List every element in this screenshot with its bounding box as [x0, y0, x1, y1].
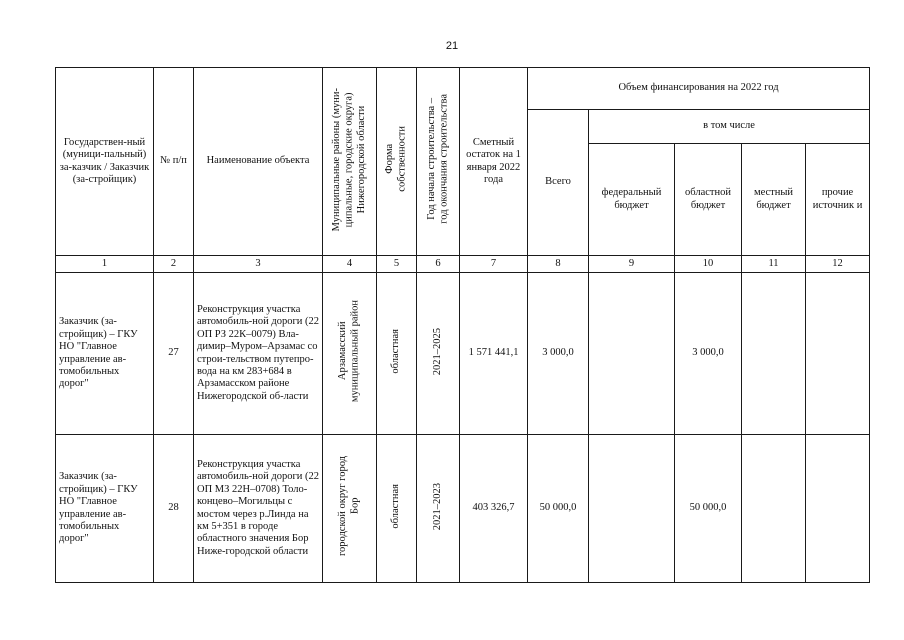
row-district-line-2: муниципальный район [349, 300, 361, 403]
column-number: 7 [460, 256, 528, 273]
row-district-line-2: Бор [349, 498, 361, 515]
header-municipal [323, 68, 377, 256]
column-number: 1 [56, 256, 154, 273]
row-total: 3 000,0 [528, 273, 589, 435]
header-row-1 [56, 68, 870, 110]
row-other [806, 273, 870, 435]
column-number: 4 [323, 256, 377, 273]
header-object-name: Наименование объекта [194, 68, 323, 256]
header-years-line-1: Год начала строительства – [425, 98, 437, 221]
header-ownership [377, 68, 417, 256]
row-years-text: 2021–2023 [431, 482, 443, 530]
row-number: 28 [154, 435, 194, 583]
header-customer: Государствен-ный (муници-пальный) за-казчик / Заказчик (за-стройщик) [56, 68, 154, 256]
row-local [742, 273, 806, 435]
header-other: прочие источник и [806, 144, 870, 256]
row-total: 50 000,0 [528, 435, 589, 583]
row-federal [589, 435, 675, 583]
row-object-name: Реконструкция участка автомобиль-ной дороги (22 ОП РЗ 22К–0079) Вла-димир–Муром–Арзамас со строи-тельством путепро-вода на км 283+684 в Арзамасском районе Нижегородской об-ласти [194, 273, 323, 435]
header-ownership-line-2: собственности [396, 126, 408, 193]
row-federal [589, 273, 675, 435]
financing-table [55, 67, 870, 583]
column-number: 11 [742, 256, 806, 273]
header-funding: Объем финансирования на 2022 год [528, 68, 870, 110]
header-municipal-line-1: Муниципальные районы (муни- [330, 87, 342, 231]
row-regional: 3 000,0 [675, 273, 742, 435]
header-local: местный бюджет [742, 144, 806, 256]
row-other [806, 435, 870, 583]
page-number: 21 [445, 40, 459, 52]
header-total: Всего [528, 110, 589, 256]
row-ownership [377, 435, 417, 583]
column-number: 3 [194, 256, 323, 273]
header-regional: областной бюджет [675, 144, 742, 256]
row-customer: Заказчик (за-стройщик) – ГКУ НО "Главное управление ав-томобильных дорог" [56, 273, 154, 435]
row-local [742, 435, 806, 583]
row-object-name: Реконструкция участка автомобиль-ной дороги (22 ОП МЗ 22Н–0708) Толо-концево–Могильцы с мостом через р.Линда на км 5+351 в городе областного значения Бор Ниже-городской области [194, 435, 323, 583]
header-including: в том числе [589, 110, 870, 144]
row-district-line-1: городской округ город [337, 456, 349, 557]
header-row-no: № п/п [154, 68, 194, 256]
header-municipal-line-2: ципальные, городские округа) [343, 91, 355, 227]
row-customer: Заказчик (за-стройщик) – ГКУ НО "Главное управление ав-томобильных дорог" [56, 435, 154, 583]
column-number: 6 [417, 256, 460, 273]
row-estimate: 1 571 441,1 [460, 273, 528, 435]
header-years-line-2: год окончания строительства [438, 94, 449, 225]
column-number: 10 [675, 256, 742, 273]
row-number: 27 [154, 273, 194, 435]
row-district-line-1: Арзамасский [337, 321, 349, 381]
column-number: 2 [154, 256, 194, 273]
header-federal: федеральный бюджет [589, 144, 675, 256]
header-municipal-line-3: Нижегородской области [355, 105, 367, 214]
row-district [323, 273, 377, 435]
row-ownership [377, 273, 417, 435]
column-number: 8 [528, 256, 589, 273]
header-estimate: Сметный остаток на 1 января 2022 года [460, 68, 528, 256]
row-years [417, 435, 460, 583]
table-row [56, 435, 870, 583]
row-years [417, 273, 460, 435]
column-number: 5 [377, 256, 417, 273]
table-row [56, 273, 870, 435]
column-number: 12 [806, 256, 870, 273]
row-ownership-text: областная [390, 484, 402, 529]
column-number-row [56, 256, 870, 273]
row-years-text: 2021–2025 [431, 327, 443, 375]
row-estimate: 403 326,7 [460, 435, 528, 583]
row-regional: 50 000,0 [675, 435, 742, 583]
row-ownership-text: областная [390, 329, 402, 374]
header-ownership-line-1: Форма [384, 144, 396, 175]
column-number: 9 [589, 256, 675, 273]
row-district [323, 435, 377, 583]
header-years [417, 68, 460, 256]
